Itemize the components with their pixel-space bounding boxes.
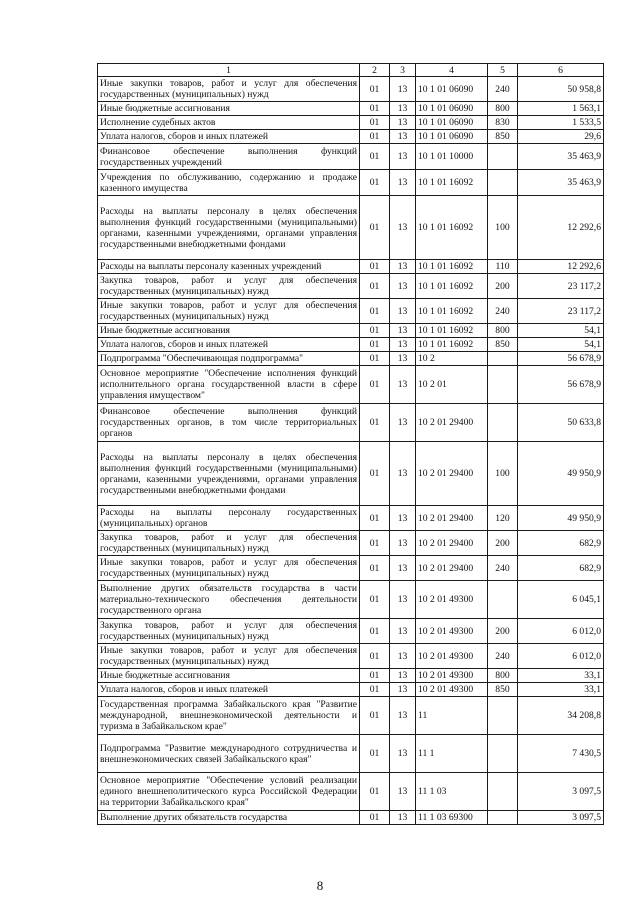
row-section: 01 [360,116,390,130]
table-row [98,619,604,644]
row-target-article: 10 2 01 29400 [416,506,488,531]
row-subsection: 13 [390,299,416,324]
row-name: Закупка товаров, работ и услуг для обеспечения государственных (муниципальных) нужд [98,274,360,299]
table-row [98,102,604,116]
row-name: Закупка товаров, работ и услуг для обеспечения государственных (муниципальных) нужд [98,619,360,644]
row-name: Выполнение других обязательств государства в части материально-технического обеспечения деятельности государственного органа [98,581,360,619]
row-section: 01 [360,811,390,825]
row-section: 01 [360,352,390,366]
row-expense-type: 800 [488,324,518,338]
row-name: Подпрограмма "Развитие международного сотрудничества и внешнеэкономических связей Забайкальского края" [98,735,360,773]
table-row [98,531,604,556]
row-section: 01 [360,130,390,144]
row-name: Уплата налогов, сборов и иных платежей [98,130,360,144]
row-subsection: 13 [390,77,416,102]
table-body [98,77,604,825]
row-subsection: 13 [390,773,416,811]
row-name: Основное мероприятие "Обеспечение исполнения функций исполнительного органа государственной власти в сфере управления имуществом" [98,366,360,404]
header-col-2: 2 [360,64,390,77]
row-amount: 682,9 [518,556,604,581]
row-target-article: 10 1 01 16092 [416,170,488,196]
row-target-article: 10 1 01 06090 [416,77,488,102]
table-row [98,366,604,404]
row-subsection: 13 [390,735,416,773]
row-section: 01 [360,619,390,644]
row-subsection: 13 [390,338,416,352]
row-amount: 56 678,9 [518,352,604,366]
table-row [98,77,604,102]
row-amount: 54,1 [518,324,604,338]
row-section: 01 [360,274,390,299]
row-subsection: 13 [390,404,416,442]
row-target-article: 10 2 [416,352,488,366]
row-target-article: 10 1 01 16092 [416,274,488,299]
row-name: Финансовое обеспечение выполнения функций государственных органов, в том числе территориальных органов [98,404,360,442]
header-col-1: 1 [98,64,360,77]
table-row [98,260,604,274]
row-amount: 23 117,2 [518,274,604,299]
row-section: 01 [360,77,390,102]
row-amount: 1 563,1 [518,102,604,116]
table-row [98,683,604,697]
row-subsection: 13 [390,170,416,196]
row-name: Государственная программа Забайкальского края "Развитие международной, внешнеэкономической деятельности и туризма в Забайкальском крае" [98,697,360,735]
row-section: 01 [360,196,390,260]
row-section: 01 [360,170,390,196]
row-expense-type [488,773,518,811]
row-section: 01 [360,531,390,556]
row-expense-type [488,581,518,619]
row-section: 01 [360,404,390,442]
row-section: 01 [360,102,390,116]
row-expense-type: 100 [488,442,518,506]
row-amount: 7 430,5 [518,735,604,773]
header-col-5: 5 [488,64,518,77]
table-header-row [98,64,604,77]
row-expense-type: 850 [488,683,518,697]
row-expense-type [488,735,518,773]
row-target-article: 10 2 01 49300 [416,644,488,669]
row-name: Уплата налогов, сборов и иных платежей [98,338,360,352]
row-subsection: 13 [390,260,416,274]
row-target-article: 10 1 01 06090 [416,102,488,116]
row-expense-type [488,170,518,196]
row-subsection: 13 [390,196,416,260]
row-amount: 3 097,5 [518,811,604,825]
table-row [98,556,604,581]
row-name: Основное мероприятие "Обеспечение условий реализации единого внешнеполитического курса Российской Федерации на территории Забайкальского края" [98,773,360,811]
table-row [98,581,604,619]
row-amount: 54,1 [518,338,604,352]
table-row [98,274,604,299]
row-target-article: 10 2 01 29400 [416,531,488,556]
row-target-article: 11 1 03 [416,773,488,811]
row-section: 01 [360,581,390,619]
row-expense-type: 200 [488,274,518,299]
row-subsection: 13 [390,352,416,366]
row-expense-type: 850 [488,130,518,144]
page-number: 8 [316,878,324,893]
header-col-6: 6 [518,64,604,77]
row-section: 01 [360,260,390,274]
row-target-article: 10 1 01 06090 [416,116,488,130]
header-col-4: 4 [416,64,488,77]
row-subsection: 13 [390,581,416,619]
table-row [98,144,604,170]
row-expense-type: 200 [488,531,518,556]
row-target-article: 10 2 01 49300 [416,581,488,619]
row-amount: 49 950,9 [518,506,604,531]
table-row [98,299,604,324]
row-amount: 12 292,6 [518,196,604,260]
row-expense-type: 240 [488,77,518,102]
table-row [98,130,604,144]
row-expense-type: 200 [488,619,518,644]
row-amount: 12 292,6 [518,260,604,274]
row-subsection: 13 [390,116,416,130]
row-section: 01 [360,683,390,697]
row-amount: 6 012,0 [518,644,604,669]
row-target-article: 10 1 01 16092 [416,260,488,274]
row-target-article: 10 1 01 16092 [416,324,488,338]
row-amount: 35 463,9 [518,144,604,170]
row-name: Финансовое обеспечение выполнения функций государственных учреждений [98,144,360,170]
row-section: 01 [360,366,390,404]
row-expense-type [488,352,518,366]
row-amount: 49 950,9 [518,442,604,506]
row-amount: 50 633,8 [518,404,604,442]
table-row [98,773,604,811]
row-subsection: 13 [390,619,416,644]
row-name: Расходы на выплаты персоналу в целях обеспечения выполнения функций государственными (муниципальными) органами, казенными учреждениями, органами управления государственными внебюджетными фондами [98,442,360,506]
row-subsection: 13 [390,274,416,299]
table-row [98,669,604,683]
row-amount: 33,1 [518,669,604,683]
row-expense-type: 240 [488,644,518,669]
row-name: Иные закупки товаров, работ и услуг для обеспечения государственных (муниципальных) нужд [98,77,360,102]
row-expense-type: 240 [488,556,518,581]
row-section: 01 [360,773,390,811]
row-expense-type: 800 [488,669,518,683]
row-target-article: 10 2 01 29400 [416,404,488,442]
row-target-article: 11 1 [416,735,488,773]
row-target-article: 10 1 01 16092 [416,196,488,260]
table-row [98,196,604,260]
row-amount: 34 208,8 [518,697,604,735]
row-subsection: 13 [390,811,416,825]
row-subsection: 13 [390,683,416,697]
row-name: Подпрограмма "Обеспечивающая подпрограмма" [98,352,360,366]
table-row [98,735,604,773]
row-expense-type: 120 [488,506,518,531]
row-subsection: 13 [390,556,416,581]
table-row [98,352,604,366]
row-name: Иные закупки товаров, работ и услуг для обеспечения государственных (муниципальных) нужд [98,644,360,669]
row-target-article: 10 2 01 29400 [416,442,488,506]
row-amount: 3 097,5 [518,773,604,811]
row-subsection: 13 [390,130,416,144]
row-name: Расходы на выплаты персоналу государственных (муниципальных) органов [98,506,360,531]
row-name: Расходы на выплаты персоналу казенных учреждений [98,260,360,274]
row-section: 01 [360,644,390,669]
row-target-article: 11 1 03 69300 [416,811,488,825]
row-name: Выполнение других обязательств государства [98,811,360,825]
row-section: 01 [360,299,390,324]
row-subsection: 13 [390,366,416,404]
row-subsection: 13 [390,669,416,683]
row-name: Расходы на выплаты персоналу в целях обеспечения выполнения функций государственными (муниципальными) органами, казенными учреждениями, органами управления государственными внебюджетными фондами [98,196,360,260]
row-expense-type: 110 [488,260,518,274]
row-target-article: 10 1 01 16092 [416,338,488,352]
header-col-3: 3 [390,64,416,77]
row-subsection: 13 [390,644,416,669]
row-section: 01 [360,338,390,352]
row-subsection: 13 [390,324,416,338]
row-subsection: 13 [390,442,416,506]
table-row [98,170,604,196]
table-row [98,116,604,130]
row-section: 01 [360,556,390,581]
table-row [98,442,604,506]
row-amount: 682,9 [518,531,604,556]
row-section: 01 [360,697,390,735]
row-subsection: 13 [390,144,416,170]
row-expense-type [488,366,518,404]
row-amount: 6 012,0 [518,619,604,644]
table-row [98,644,604,669]
row-target-article: 10 1 01 06090 [416,130,488,144]
budget-table [97,63,604,825]
row-name: Учреждения по обслуживанию, содержанию и продаже казенного имущества [98,170,360,196]
row-amount: 50 958,8 [518,77,604,102]
row-amount: 23 117,2 [518,299,604,324]
row-name: Иные закупки товаров, работ и услуг для обеспечения государственных (муниципальных) нужд [98,299,360,324]
row-subsection: 13 [390,697,416,735]
row-expense-type [488,144,518,170]
row-amount: 6 045,1 [518,581,604,619]
row-amount: 29,6 [518,130,604,144]
row-subsection: 13 [390,102,416,116]
row-target-article: 10 1 01 10000 [416,144,488,170]
row-expense-type: 830 [488,116,518,130]
row-expense-type: 240 [488,299,518,324]
row-section: 01 [360,442,390,506]
row-expense-type: 100 [488,196,518,260]
row-name: Иные бюджетные ассигнования [98,324,360,338]
row-name: Иные бюджетные ассигнования [98,102,360,116]
row-expense-type: 800 [488,102,518,116]
row-target-article: 11 [416,697,488,735]
row-target-article: 10 2 01 49300 [416,669,488,683]
row-name: Иные закупки товаров, работ и услуг для обеспечения государственных (муниципальных) нужд [98,556,360,581]
table-row [98,697,604,735]
row-target-article: 10 2 01 [416,366,488,404]
row-expense-type [488,404,518,442]
row-amount: 33,1 [518,683,604,697]
row-expense-type [488,811,518,825]
table-row [98,338,604,352]
row-name: Закупка товаров, работ и услуг для обеспечения государственных (муниципальных) нужд [98,531,360,556]
row-section: 01 [360,506,390,531]
row-target-article: 10 2 01 49300 [416,619,488,644]
row-amount: 35 463,9 [518,170,604,196]
row-section: 01 [360,669,390,683]
table-row [98,404,604,442]
row-target-article: 10 2 01 49300 [416,683,488,697]
row-subsection: 13 [390,506,416,531]
table-row [98,506,604,531]
row-section: 01 [360,144,390,170]
row-target-article: 10 2 01 29400 [416,556,488,581]
table-row [98,324,604,338]
row-expense-type [488,697,518,735]
table-row [98,811,604,825]
row-section: 01 [360,324,390,338]
row-amount: 1 533,5 [518,116,604,130]
row-name: Исполнение судебных актов [98,116,360,130]
row-name: Иные бюджетные ассигнования [98,669,360,683]
row-section: 01 [360,735,390,773]
row-subsection: 13 [390,531,416,556]
row-name: Уплата налогов, сборов и иных платежей [98,683,360,697]
row-expense-type: 850 [488,338,518,352]
row-target-article: 10 1 01 16092 [416,299,488,324]
row-amount: 56 678,9 [518,366,604,404]
